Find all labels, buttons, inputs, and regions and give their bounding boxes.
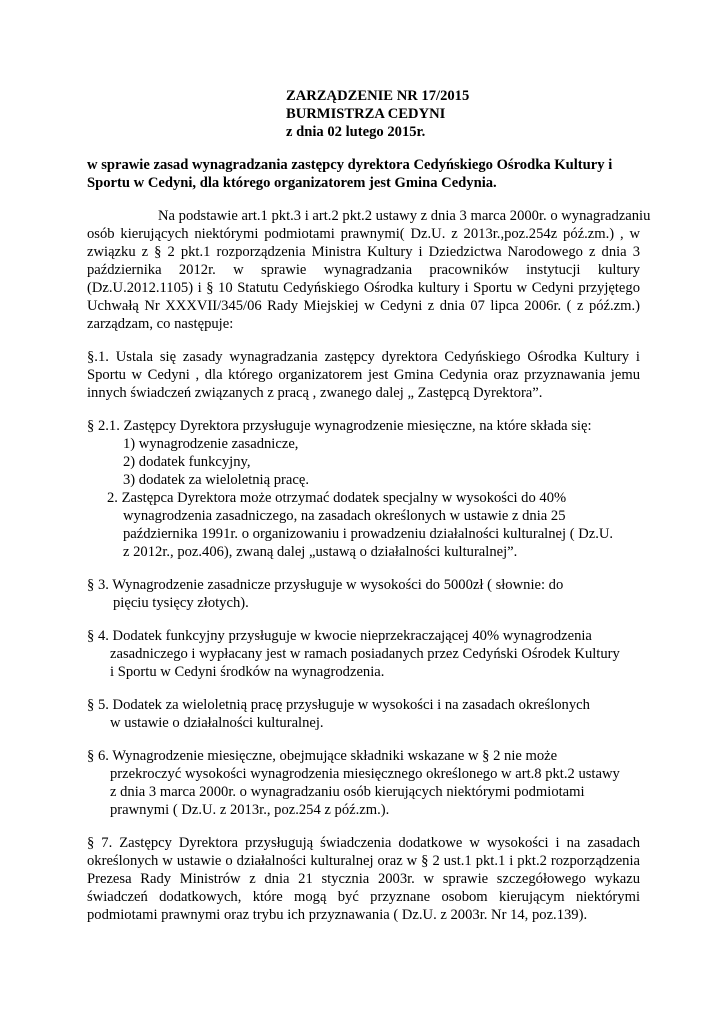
document-authority: BURMISTRZA CEDYNI	[286, 106, 446, 122]
paragraph-4-line: zasadniczego i wypłacany jest w ramach posiadanych przez Cedyński Ośrodek Kultury	[110, 646, 620, 662]
paragraph-3-line: § 3. Wynagrodzenie zasadnicze przysługuje w wysokości do 5000zł ( słownie: do	[87, 577, 564, 593]
list-item: 3) dodatek za wieloletnią pracę.	[123, 472, 309, 488]
paragraph-4-line: i Sportu w Cedyni środków na wynagrodzenia.	[110, 664, 385, 680]
paragraph-2-point-2-line: października 1991r. o organizowaniu i prowadzeniu działalności kulturalnej ( Dz.U.	[123, 526, 614, 542]
preamble-line: października 2012r. w sprawie wynagradzania pracowników instytucji kultury	[87, 262, 640, 278]
paragraph-2-intro: § 2.1. Zastępcy Dyrektora przysługuje wynagrodzenie miesięczne, na które składa się:	[87, 418, 592, 434]
paragraph-7-line: Prezesa Rady Ministrów z dnia 21 stycznia 2003r. w sprawie szczegółowego wykazu	[87, 871, 640, 887]
preamble-line: zarządzam, co następuje:	[87, 316, 234, 332]
paragraph-5-line: § 5. Dodatek za wieloletnią pracę przysługuje w wysokości i na zasadach określonych	[87, 697, 590, 713]
paragraph-2-point-2-line: wynagrodzenia zasadniczego, na zasadach określonych w ustawie z dnia 25	[123, 508, 566, 524]
list-item: 2) dodatek funkcyjny,	[123, 454, 251, 470]
document-date: z dnia 02 lutego 2015r.	[286, 124, 426, 140]
document-title: ZARZĄDZENIE NR 17/2015	[286, 88, 470, 104]
subject-line: Sportu w Cedyni, dla którego organizatorem jest Gmina Cedynia.	[87, 175, 497, 191]
preamble-line: Na podstawie art.1 pkt.3 i art.2 pkt.2 ustawy z dnia 3 marca 2000r. o wynagradzaniu	[158, 208, 651, 224]
paragraph-6-line: przekroczyć wysokości wynagrodzenia miesięcznego określonego w art.8 pkt.2 ustawy	[110, 766, 620, 782]
paragraph-4-line: § 4. Dodatek funkcyjny przysługuje w kwocie nieprzekraczającej 40% wynagrodzenia	[87, 628, 592, 644]
paragraph-7-line: § 7. Zastępcy Dyrektora przysługują świadczenia dodatkowe w wysokości i na zasadach	[87, 835, 640, 851]
paragraph-3-line: pięciu tysięcy złotych).	[113, 595, 249, 611]
paragraph-1-line: §.1. Ustala się zasady wynagradzania zastępcy dyrektora Cedyńskiego Ośrodka Kultury i	[87, 349, 640, 365]
paragraph-6-line: z dnia 3 marca 2000r. o wynagradzaniu osób kierujących niektórymi podmiotami	[110, 784, 585, 800]
preamble-line: (Dz.U.2012.1105) i § 10 Statutu Cedyńskiego Ośrodka kultury i Sportu w Cedyni przyjętego	[87, 280, 640, 296]
paragraph-7-line: podmiotami prawnymi oraz trybu ich przyznawania ( Dz.U. z 2003r. Nr 14, poz.139).	[87, 907, 588, 923]
paragraph-2-point-2-line: 2. Zastępca Dyrektora może otrzymać dodatek specjalny w wysokości do 40%	[107, 490, 567, 506]
paragraph-5-line: w ustawie o działalności kulturalnej.	[110, 715, 324, 731]
paragraph-6-line: prawnymi ( Dz.U. z 2013r., poz.254 z póź.zm.).	[110, 802, 390, 818]
list-item: 1) wynagrodzenie zasadnicze,	[123, 436, 299, 452]
paragraph-6-line: § 6. Wynagrodzenie miesięczne, obejmujące składniki wskazane w § 2 nie może	[87, 748, 558, 764]
paragraph-1-line: Sportu w Cedyni , dla którego organizatorem jest Gmina Cedynia oraz przyznawania jemu	[87, 367, 640, 383]
subject-line: w sprawie zasad wynagradzania zastępcy dyrektora Cedyńskiego Ośrodka Kultury i	[87, 157, 613, 173]
paragraph-7-line: świadczeń dodatkowych, które mogą być przyznane osobom kierującym niektórymi	[87, 889, 640, 905]
paragraph-2-point-2-line: z 2012r., poz.406), zwaną dalej „ustawą o działalności kulturalnej”.	[123, 544, 518, 560]
preamble-line: Uchwałą Nr XXXVII/345/06 Rady Miejskiej w Cedyni z dnia 07 lipca 2006r. ( z póź.zm.)	[87, 298, 640, 314]
preamble-line: osób kierujących niektórymi podmiotami prawnymi( Dz.U. z 2013r.,poz.254z póź.zm.) , w	[87, 226, 640, 242]
paragraph-1-line: innych świadczeń związanych z pracą , zwanego dalej „ Zastępcą Dyrektora”.	[87, 385, 543, 401]
paragraph-7-line: określonych w ustawie o działalności kulturalnej oraz w § 2 ust.1 pkt.1 i pkt.2 rozporządzenia	[87, 853, 640, 869]
preamble-line: związku z § 2 pkt.1 rozporządzenia Ministra Kultury i Dziedzictwa Narodowego z dnia 3	[87, 244, 640, 260]
